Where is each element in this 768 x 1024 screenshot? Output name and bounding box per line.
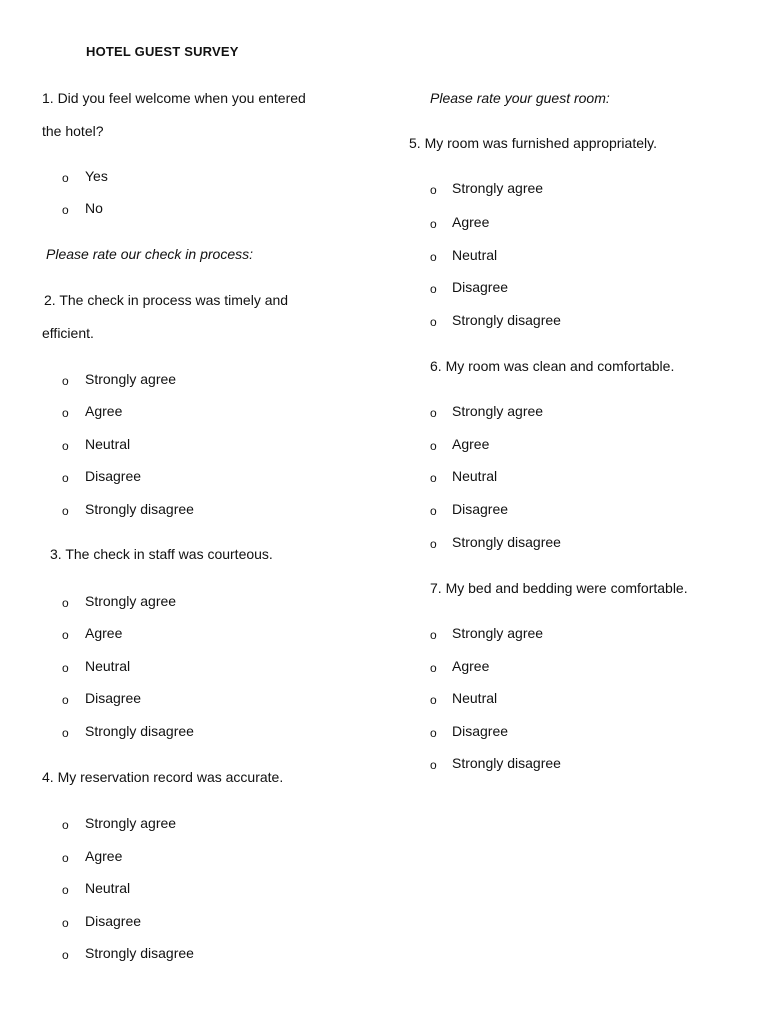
q7-option-disagree: Disagree	[452, 723, 509, 739]
section-heading-guest-room: Please rate your guest room:	[430, 90, 610, 106]
question-7: 7. My bed and bedding were comfortable.	[430, 580, 688, 596]
option-bullet: o	[430, 504, 437, 518]
question-1-line-2: the hotel?	[42, 123, 104, 139]
q3-option-strongly-disagree: Strongly disagree	[85, 723, 194, 739]
option-bullet: o	[430, 693, 437, 707]
option-bullet: o	[62, 818, 69, 832]
option-bullet: o	[62, 851, 69, 865]
q1-option-no: No	[85, 200, 103, 216]
q3-option-neutral: Neutral	[85, 658, 131, 674]
option-bullet: o	[62, 439, 69, 453]
q2-option-disagree: Disagree	[85, 468, 142, 484]
q1-option-yes: Yes	[85, 168, 108, 184]
option-bullet: o	[62, 948, 69, 962]
option-bullet: o	[62, 203, 69, 217]
q3-option-strongly-agree: Strongly agree	[85, 593, 177, 609]
q5-option-disagree: Disagree	[452, 279, 509, 295]
question-6: 6. My room was clean and comfortable.	[430, 358, 675, 374]
option-bullet: o	[62, 504, 69, 518]
q3-option-disagree: Disagree	[85, 690, 142, 706]
q6-option-strongly-agree: Strongly agree	[452, 403, 544, 419]
q6-option-strongly-disagree: Strongly disagree	[452, 534, 561, 550]
page-title: HOTEL GUEST SURVEY	[86, 44, 239, 59]
q5-option-agree: Agree	[452, 214, 490, 230]
q2-option-agree: Agree	[85, 403, 123, 419]
question-2-line-2: efficient.	[42, 325, 94, 341]
question-4: 4. My reservation record was accurate.	[42, 769, 284, 785]
q5-option-neutral: Neutral	[452, 247, 498, 263]
q7-option-neutral: Neutral	[452, 690, 498, 706]
question-5: 5. My room was furnished appropriately.	[409, 135, 657, 151]
q4-option-disagree: Disagree	[85, 913, 142, 929]
option-bullet: o	[430, 250, 437, 264]
q2-option-strongly-disagree: Strongly disagree	[85, 501, 194, 517]
q2-option-strongly-agree: Strongly agree	[85, 371, 177, 387]
option-bullet: o	[430, 439, 437, 453]
option-bullet: o	[62, 171, 69, 185]
q3-option-agree: Agree	[85, 625, 123, 641]
option-bullet: o	[62, 406, 69, 420]
question-2-line-1: 2. The check in process was timely and	[44, 292, 289, 308]
option-bullet: o	[430, 217, 437, 231]
option-bullet: o	[430, 537, 437, 551]
q6-option-agree: Agree	[452, 436, 490, 452]
option-bullet: o	[62, 883, 69, 897]
q6-option-neutral: Neutral	[452, 468, 498, 484]
option-bullet: o	[430, 758, 437, 772]
question-3: 3. The check in staff was courteous.	[50, 546, 273, 562]
q7-option-strongly-disagree: Strongly disagree	[452, 755, 561, 771]
option-bullet: o	[62, 661, 69, 675]
option-bullet: o	[62, 471, 69, 485]
q5-option-strongly-disagree: Strongly disagree	[452, 312, 561, 328]
option-bullet: o	[430, 406, 437, 420]
q7-option-strongly-agree: Strongly agree	[452, 625, 544, 641]
q4-option-agree: Agree	[85, 848, 123, 864]
option-bullet: o	[62, 374, 69, 388]
option-bullet: o	[430, 661, 437, 675]
option-bullet: o	[62, 726, 69, 740]
option-bullet: o	[430, 315, 437, 329]
q4-option-neutral: Neutral	[85, 880, 131, 896]
option-bullet: o	[430, 628, 437, 642]
q5-option-strongly-agree: Strongly agree	[452, 180, 544, 196]
option-bullet: o	[430, 471, 437, 485]
section-heading-checkin: Please rate our check in process:	[46, 246, 253, 262]
option-bullet: o	[62, 693, 69, 707]
option-bullet: o	[62, 628, 69, 642]
q7-option-agree: Agree	[452, 658, 490, 674]
option-bullet: o	[62, 596, 69, 610]
option-bullet: o	[430, 726, 437, 740]
option-bullet: o	[62, 916, 69, 930]
option-bullet: o	[430, 282, 437, 296]
q4-option-strongly-agree: Strongly agree	[85, 815, 177, 831]
q4-option-strongly-disagree: Strongly disagree	[85, 945, 194, 961]
option-bullet: o	[430, 183, 437, 197]
q6-option-disagree: Disagree	[452, 501, 509, 517]
question-1-line-1: 1. Did you feel welcome when you entered	[42, 90, 306, 106]
q2-option-neutral: Neutral	[85, 436, 131, 452]
